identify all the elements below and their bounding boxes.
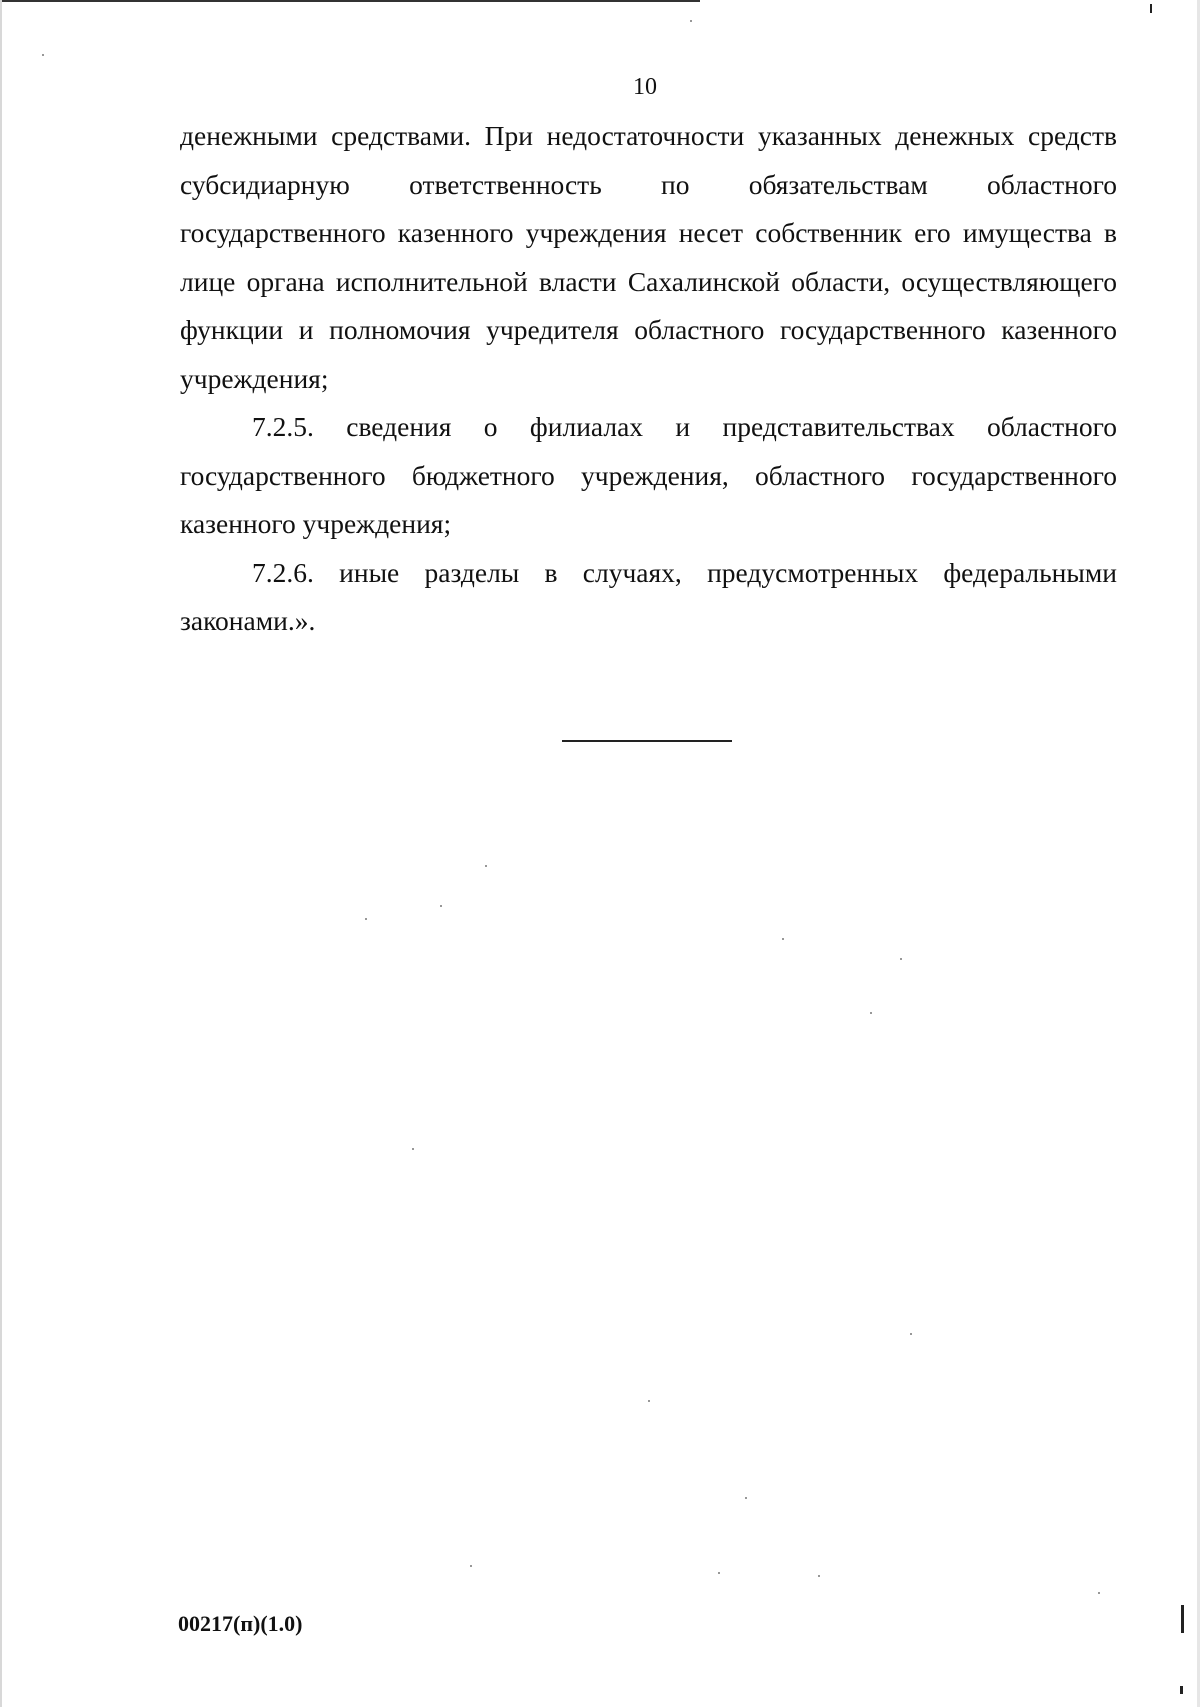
paragraph-continuation: денежными средствами. При недостаточности указанных денежных средств субсидиарную ответственность по обязательствам областного государственного казенного учреждения несет собственник его имущества в лице органа исполнительной власти Сахалинской области, осуществляющего функции и полномочия учредителя областного государственного казенного учреждения; <box>180 120 1117 394</box>
scan-speck <box>745 1497 747 1499</box>
scan-artifact-mark <box>1180 1686 1183 1694</box>
scan-speck <box>440 905 442 907</box>
scan-speck <box>470 1565 472 1567</box>
scan-speck <box>690 20 692 22</box>
body-text <box>180 112 1117 646</box>
scan-speck <box>365 918 367 920</box>
page-number: 10 <box>633 74 657 100</box>
scan-speck <box>412 1148 414 1150</box>
scan-artifact-top-line <box>0 0 700 2</box>
scan-artifact-mark <box>1150 4 1152 13</box>
scan-speck <box>42 54 44 56</box>
scan-speck <box>900 958 902 960</box>
document-code: 00217(п)(1.0) <box>178 1611 303 1636</box>
scan-speck <box>485 865 487 867</box>
scan-speck <box>910 1333 912 1335</box>
scan-speck <box>718 1572 720 1574</box>
paragraph-7-2-5: 7.2.5. сведения о филиалах и представительствах областного государственного бюджетного учреждения, областного государственного казенного учреждения; <box>180 411 1117 539</box>
scan-artifact-left-edge <box>0 0 2 1707</box>
scan-speck <box>818 1575 820 1577</box>
paragraph-7-2-6: 7.2.6. иные разделы в случаях, предусмотренных федеральными законами.». <box>180 556 1117 636</box>
scan-speck <box>870 1012 872 1014</box>
scan-artifact-mark <box>1181 1605 1184 1633</box>
scan-speck <box>648 1400 650 1402</box>
scan-speck <box>782 938 784 940</box>
scan-speck <box>1098 1592 1100 1594</box>
separator-line <box>562 740 732 742</box>
